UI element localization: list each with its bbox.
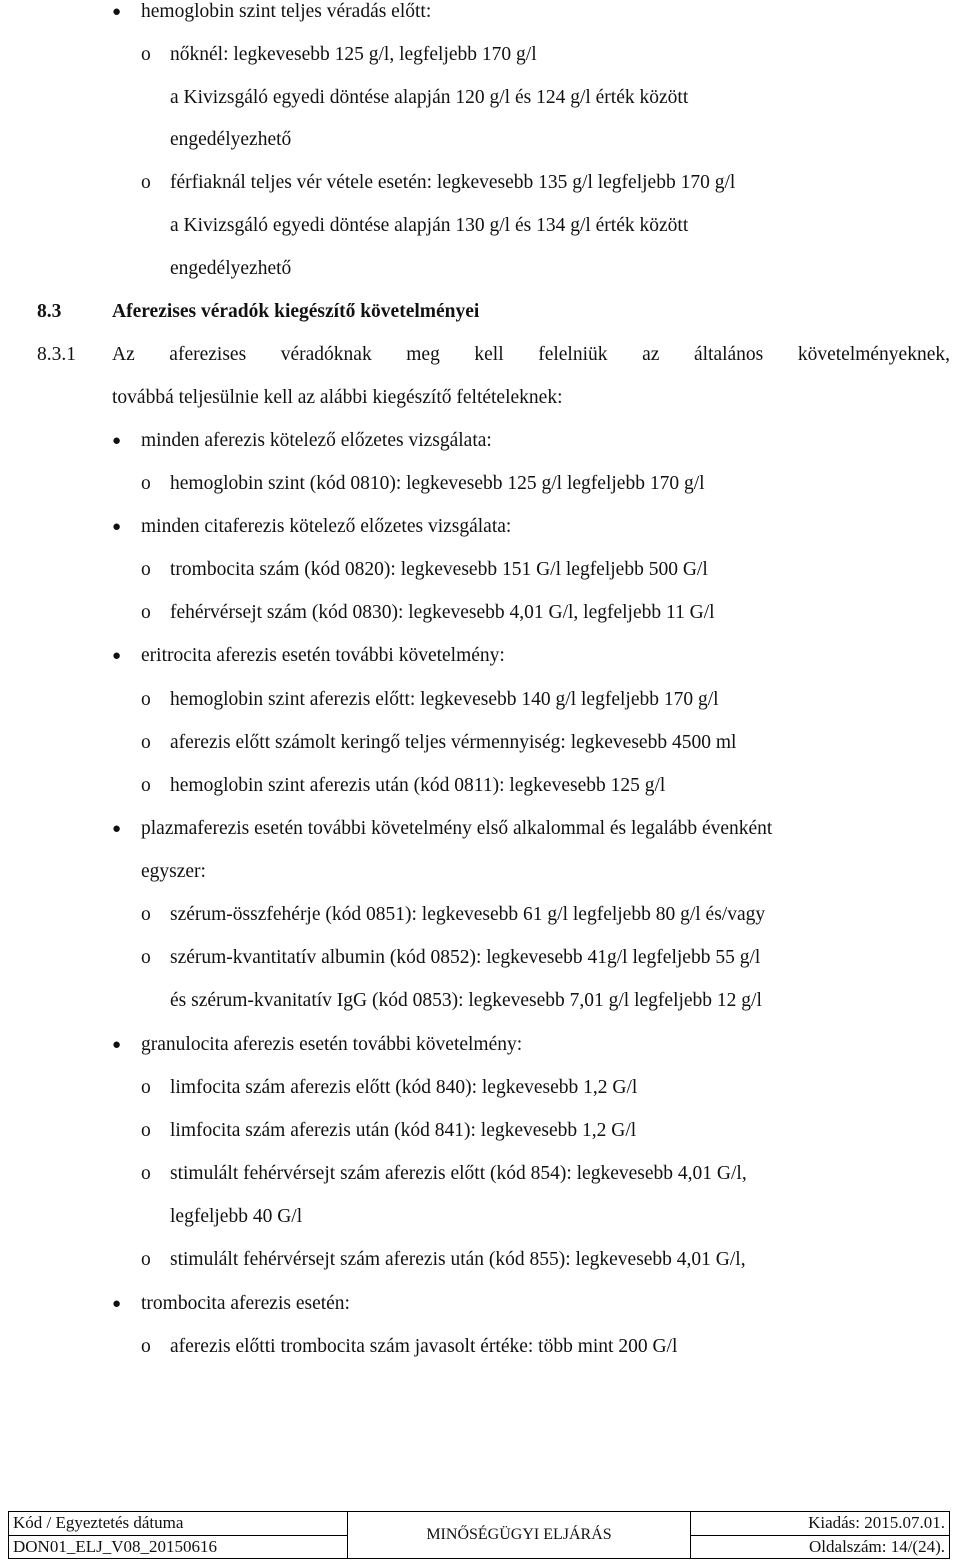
list-item: hemoglobin szint aferezis után (kód 0811): legkevesebb 125 g/l: [170, 775, 666, 796]
sub-bullet-icon: o: [141, 1120, 151, 1141]
list-item: limfocita szám aferezis előtt (kód 840): legkevesebb 1,2 G/l: [170, 1077, 638, 1098]
list-item: limfocita szám aferezis után (kód 841): legkevesebb 1,2 G/l: [170, 1120, 637, 1141]
list-item: minden aferezis kötelező előzetes vizsgálata:: [141, 430, 492, 451]
list-item: férfiaknál teljes vér vétele esetén: legkevesebb 135 g/l legfeljebb 170 g/l: [170, 172, 736, 193]
section-title: Aferezises véradók kiegészítő követelményei: [112, 301, 480, 322]
sub-bullet-icon: o: [141, 559, 151, 580]
list-item: minden citaferezis kötelező előzetes vizsgálata:: [141, 516, 512, 537]
bullet-icon: ●: [112, 1037, 122, 1053]
sub-bullet-icon: o: [141, 172, 151, 193]
list-item-continuation: engedélyezhető: [170, 258, 292, 279]
list-item: fehérvérsejt szám (kód 0830): legkevesebb 4,01 G/l, legfeljebb 11 G/l: [170, 602, 715, 623]
list-item: hemoglobin szint aferezis előtt: legkevesebb 140 g/l legfeljebb 170 g/l: [170, 689, 719, 710]
footer-code-label: Kód / Egyeztetés dátuma: [9, 1512, 348, 1536]
sub-bullet-icon: o: [141, 732, 151, 753]
list-item: trombocita aferezis esetén:: [141, 1293, 350, 1314]
bullet-icon: ●: [112, 648, 122, 664]
sub-bullet-icon: o: [141, 44, 151, 65]
paragraph-number: 8.3.1: [37, 344, 76, 365]
list-item: stimulált fehérvérsejt szám aferezis után (kód 855): legkevesebb 4,01 G/l,: [170, 1249, 746, 1270]
sub-bullet-icon: o: [141, 947, 151, 968]
sub-bullet-icon: o: [141, 1163, 151, 1184]
sub-bullet-icon: o: [141, 1249, 151, 1270]
section-number: 8.3: [37, 301, 62, 322]
list-item-continuation: legfeljebb 40 G/l: [170, 1206, 303, 1227]
list-item: trombocita szám (kód 0820): legkevesebb 151 G/l legfeljebb 500 G/l: [170, 559, 708, 580]
footer-code-value: DON01_ELJ_V08_20150616: [9, 1535, 348, 1559]
paragraph-text: továbbá teljesülnie kell az alábbi kiegészítő feltételeknek:: [112, 387, 563, 408]
list-item: hemoglobin szint teljes véradás előtt:: [141, 1, 432, 22]
list-item-continuation: és szérum-kvanitatív IgG (kód 0853): legkevesebb 7,01 g/l legfeljebb 12 g/l: [170, 990, 762, 1011]
sub-bullet-icon: o: [141, 602, 151, 623]
list-item: szérum-összfehérje (kód 0851): legkevesebb 61 g/l legfeljebb 80 g/l és/vagy: [170, 904, 766, 925]
list-item-continuation: a Kivizsgáló egyedi döntése alapján 130 g/l és 134 g/l érték között: [170, 215, 689, 236]
list-item: eritrocita aferezis esetén további követelmény:: [141, 645, 505, 666]
sub-bullet-icon: o: [141, 1336, 151, 1357]
list-item: aferezis előtti trombocita szám javasolt értéke: több mint 200 G/l: [170, 1336, 678, 1357]
bullet-icon: ●: [112, 519, 122, 535]
list-item: stimulált fehérvérsejt szám aferezis előtt (kód 854): legkevesebb 4,01 G/l,: [170, 1163, 747, 1184]
paragraph-text: Az aferezises véradóknak meg kell felelniük az általános követelményeknek,: [112, 344, 950, 365]
sub-bullet-icon: o: [141, 473, 151, 494]
list-item: szérum-kvantitatív albumin (kód 0852): legkevesebb 41g/l legfeljebb 55 g/l: [170, 947, 761, 968]
bullet-icon: ●: [112, 4, 122, 20]
list-item-continuation: engedélyezhető: [170, 129, 292, 150]
list-item-continuation: egyszer:: [141, 861, 206, 882]
sub-bullet-icon: o: [141, 904, 151, 925]
bullet-icon: ●: [112, 821, 122, 837]
footer-document-type: MINŐSÉGÜGYI ELJÁRÁS: [348, 1512, 691, 1559]
list-item: nőknél: legkevesebb 125 g/l, legfeljebb 170 g/l: [170, 44, 537, 65]
list-item: aferezis előtt számolt keringő teljes vérmennyiség: legkevesebb 4500 ml: [170, 732, 737, 753]
footer-page-number: Oldalszám: 14/(24).: [691, 1535, 950, 1559]
list-item: granulocita aferezis esetén további követelmény:: [141, 1034, 523, 1055]
sub-bullet-icon: o: [141, 1077, 151, 1098]
sub-bullet-icon: o: [141, 689, 151, 710]
bullet-icon: ●: [112, 1296, 122, 1312]
footer-table: [8, 1511, 950, 1559]
list-item-continuation: a Kivizsgáló egyedi döntése alapján 120 g/l és 124 g/l érték között: [170, 87, 689, 108]
list-item: hemoglobin szint (kód 0810): legkevesebb 125 g/l legfeljebb 170 g/l: [170, 473, 705, 494]
list-item: plazmaferezis esetén további követelmény első alkalommal és legalább évenként: [141, 818, 773, 839]
sub-bullet-icon: o: [141, 775, 151, 796]
footer-issue-date: Kiadás: 2015.07.01.: [691, 1512, 950, 1536]
bullet-icon: ●: [112, 433, 122, 449]
